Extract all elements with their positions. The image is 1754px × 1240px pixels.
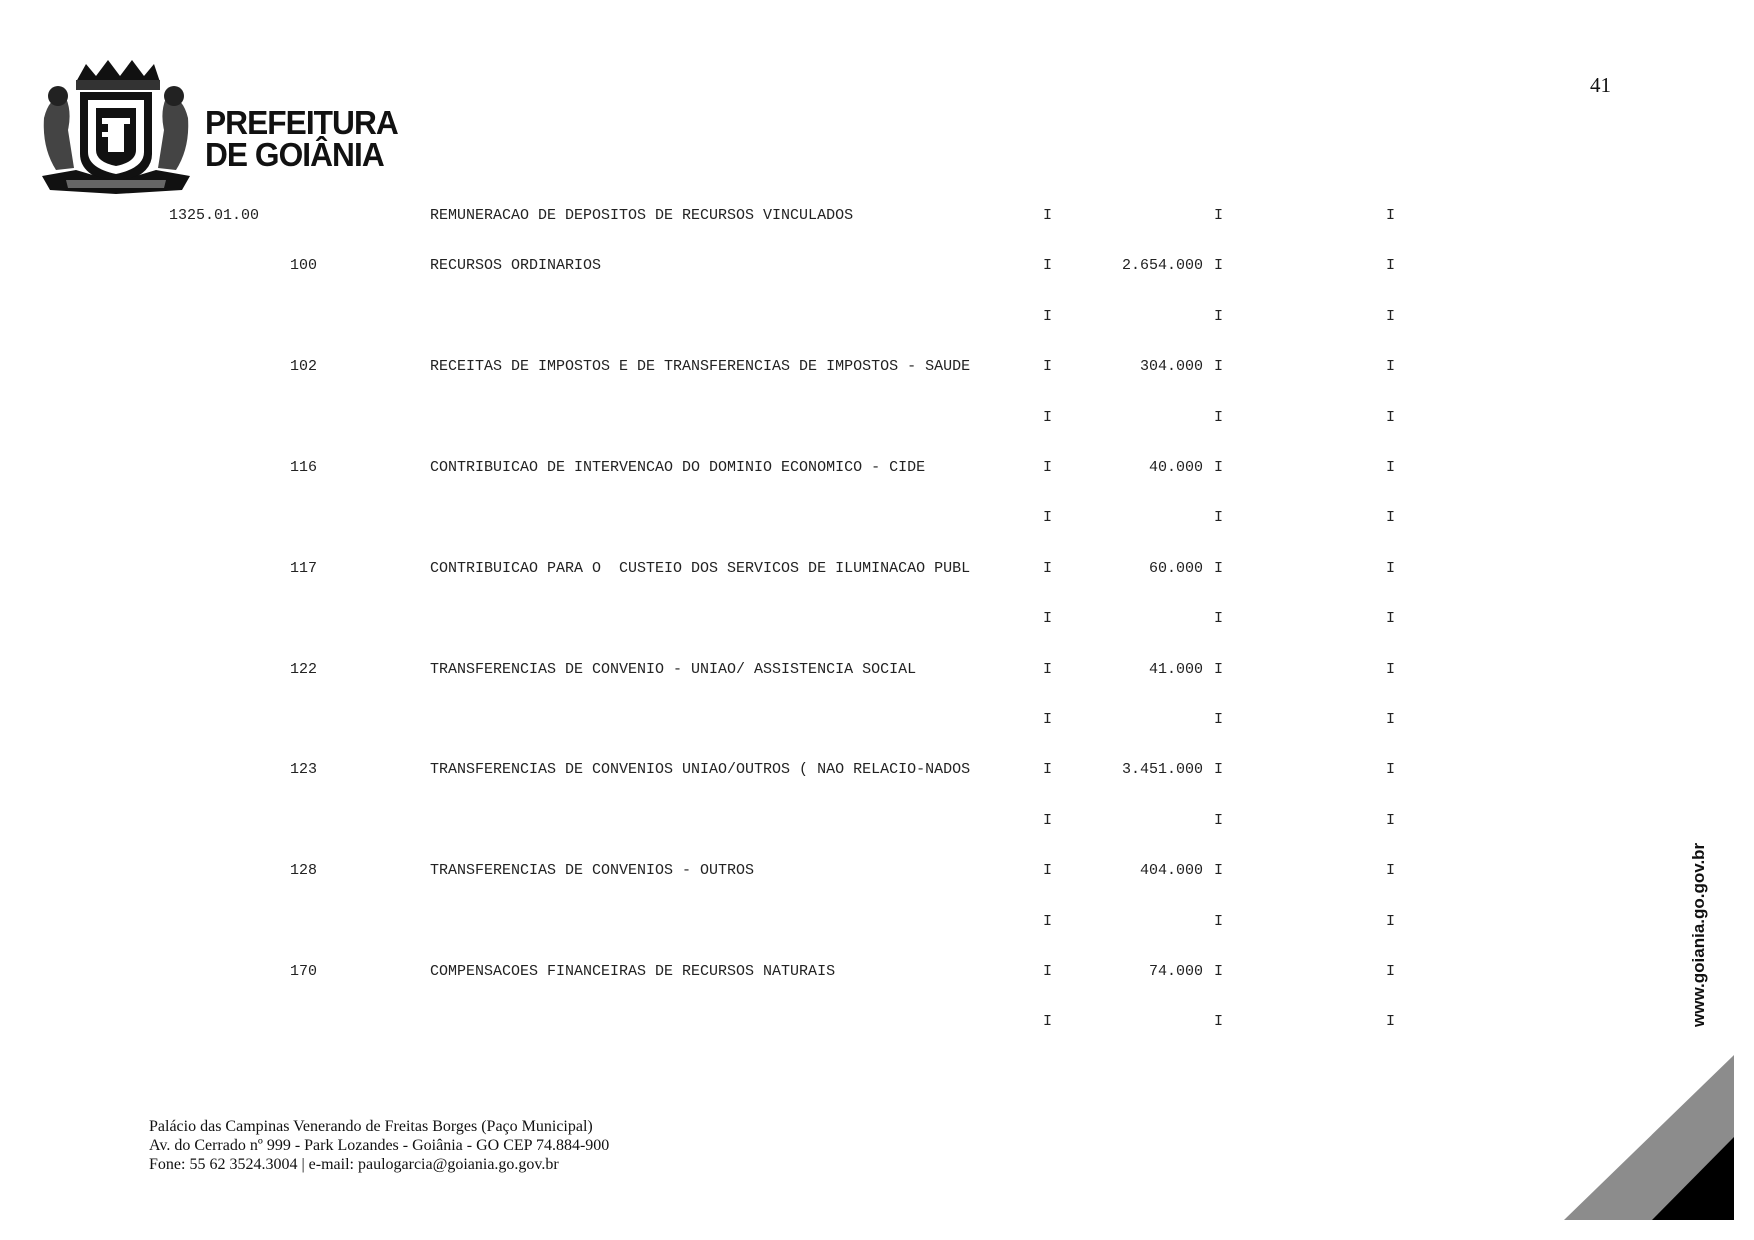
row-description: RECURSOS ORDINARIOS — [430, 257, 602, 275]
row-separator-3: I — [1386, 559, 1396, 577]
row-subcode: 128 — [290, 862, 318, 880]
row-separator-2: I — [1214, 660, 1224, 678]
logo-line-2: DE GOIÂNIA — [205, 136, 384, 173]
row-description: RECEITAS DE IMPOSTOS E DE TRANSFERENCIAS DE IMPOSTOS - SAUDE — [430, 358, 971, 376]
row-separator-3: I — [1386, 1013, 1396, 1031]
row-separator-1: I — [1043, 711, 1053, 728]
row-separator-1: I — [1043, 207, 1053, 224]
row-subcode: 100 — [290, 257, 318, 275]
row-separator-2: I — [1214, 963, 1224, 980]
row-value: 3.451.000 — [1121, 761, 1203, 779]
row-separator-3: I — [1386, 811, 1396, 829]
row-separator-3: I — [1386, 257, 1396, 275]
row-separator-2: I — [1214, 257, 1224, 275]
table-row — [0, 812, 1754, 832]
row-separator-1: I — [1043, 610, 1053, 628]
row-separator-2: I — [1214, 610, 1224, 628]
logo-line-1: PREFEITURA — [205, 104, 398, 141]
footer-line-1: Palácio das Campinas Venerando de Freitas Borges (Paço Municipal) — [149, 1118, 593, 1135]
row-value: 74.000 — [1148, 963, 1203, 980]
row-subcode: 102 — [290, 358, 318, 376]
row-separator-1: I — [1043, 862, 1053, 880]
row-separator-1: I — [1043, 509, 1053, 527]
row-description: TRANSFERENCIAS DE CONVENIOS UNIAO/OUTROS ( NAO RELACIO-NADOS — [430, 761, 971, 779]
row-value: 41.000 — [1148, 660, 1203, 678]
row-separator-1: I — [1043, 307, 1053, 325]
row-value: 60.000 — [1148, 559, 1203, 577]
table-row — [0, 358, 1754, 378]
coat-of-arms-icon — [36, 58, 196, 201]
table-row — [0, 308, 1754, 328]
footer-address — [149, 1117, 609, 1174]
row-separator-3: I — [1386, 610, 1396, 628]
row-description: TRANSFERENCIAS DE CONVENIOS - OUTROS — [430, 862, 755, 880]
row-separator-2: I — [1214, 408, 1224, 426]
row-subcode: 116 — [290, 459, 318, 476]
row-separator-2: I — [1214, 358, 1224, 376]
table-row — [0, 610, 1754, 630]
table-row — [0, 963, 1754, 983]
row-separator-1: I — [1043, 257, 1053, 275]
row-separator-3: I — [1386, 207, 1396, 224]
footer-line-3: Fone: 55 62 3524.3004 | e-mail: paulogarcia@goiania.go.gov.br — [149, 1156, 559, 1173]
row-separator-1: I — [1043, 660, 1053, 678]
row-subcode: 122 — [290, 660, 318, 678]
row-separator-3: I — [1386, 963, 1396, 980]
row-subcode: 117 — [290, 559, 318, 577]
row-separator-3: I — [1386, 459, 1396, 476]
table-row — [0, 509, 1754, 529]
logo-wordmark — [205, 104, 398, 173]
table-row — [0, 207, 1754, 227]
row-separator-1: I — [1043, 559, 1053, 577]
row-subcode: 170 — [290, 963, 318, 980]
table-row — [0, 913, 1754, 933]
row-separator-1: I — [1043, 963, 1053, 980]
table-row — [0, 257, 1754, 277]
table-row — [0, 409, 1754, 429]
row-code: 1325.01.00 — [169, 207, 260, 224]
row-separator-2: I — [1214, 1013, 1224, 1031]
table-row — [0, 711, 1754, 731]
row-separator-1: I — [1043, 761, 1053, 779]
row-separator-1: I — [1043, 1013, 1053, 1031]
row-separator-2: I — [1214, 207, 1224, 224]
table-row — [0, 1013, 1754, 1033]
row-separator-3: I — [1386, 912, 1396, 930]
row-separator-3: I — [1386, 509, 1396, 527]
row-separator-2: I — [1214, 459, 1224, 476]
row-value: 304.000 — [1139, 358, 1203, 376]
row-value: 404.000 — [1139, 862, 1203, 880]
row-separator-3: I — [1386, 660, 1396, 678]
row-separator-1: I — [1043, 408, 1053, 426]
row-value: 40.000 — [1148, 459, 1203, 476]
row-separator-3: I — [1386, 862, 1396, 880]
row-separator-3: I — [1386, 358, 1396, 376]
row-description: CONTRIBUICAO DE INTERVENCAO DO DOMINIO ECONOMICO - CIDE — [430, 459, 926, 476]
row-separator-3: I — [1386, 761, 1396, 779]
row-separator-2: I — [1214, 509, 1224, 527]
row-separator-2: I — [1214, 711, 1224, 728]
row-description: REMUNERACAO DE DEPOSITOS DE RECURSOS VINCULADOS — [430, 207, 854, 224]
row-separator-2: I — [1214, 761, 1224, 779]
row-separator-1: I — [1043, 811, 1053, 829]
table-row — [0, 459, 1754, 479]
table-row — [0, 661, 1754, 681]
row-separator-3: I — [1386, 307, 1396, 325]
row-separator-1: I — [1043, 459, 1053, 476]
row-description: COMPENSACOES FINANCEIRAS DE RECURSOS NATURAIS — [430, 963, 836, 980]
row-separator-2: I — [1214, 559, 1224, 577]
row-separator-2: I — [1214, 862, 1224, 880]
corner-decoration — [1564, 1055, 1734, 1225]
row-description: TRANSFERENCIAS DE CONVENIO - UNIAO/ ASSISTENCIA SOCIAL — [430, 660, 917, 678]
row-description: CONTRIBUICAO PARA O CUSTEIO DOS SERVICOS DE ILUMINACAO PUBL — [430, 559, 971, 577]
row-separator-1: I — [1043, 358, 1053, 376]
row-separator-2: I — [1214, 811, 1224, 829]
table-row — [0, 560, 1754, 580]
footer-line-2: Av. do Cerrado nº 999 - Park Lozandes - Goiânia - GO CEP 74.884-900 — [149, 1137, 610, 1154]
page-number: 41 — [1590, 73, 1611, 97]
row-separator-3: I — [1386, 711, 1396, 728]
table-row — [0, 862, 1754, 882]
row-value: 2.654.000 — [1121, 257, 1203, 275]
row-separator-3: I — [1386, 408, 1396, 426]
row-separator-1: I — [1043, 912, 1053, 930]
row-separator-2: I — [1214, 307, 1224, 325]
row-subcode: 123 — [290, 761, 318, 779]
side-url: www.goiania.go.gov.br — [1689, 842, 1708, 1027]
row-separator-2: I — [1214, 912, 1224, 930]
table-row — [0, 761, 1754, 781]
